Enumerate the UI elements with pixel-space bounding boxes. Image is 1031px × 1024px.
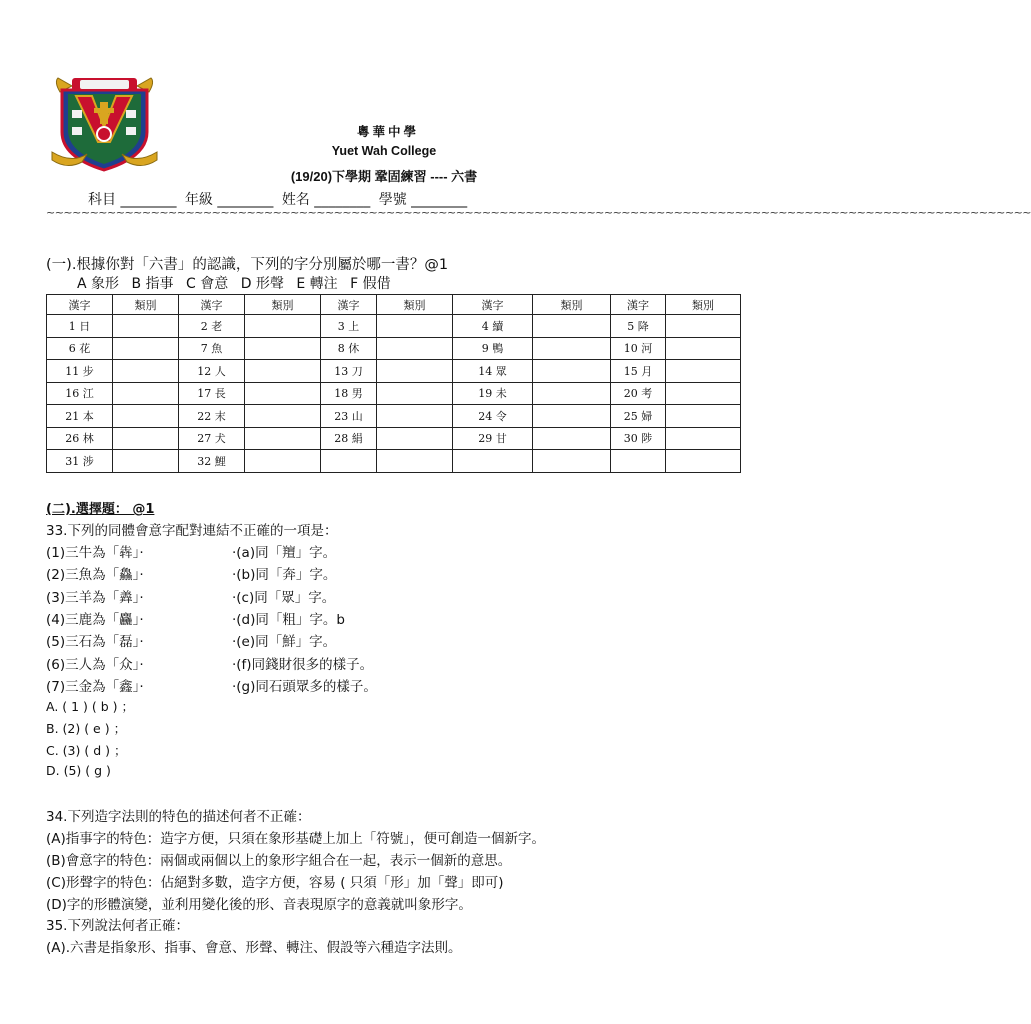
character-cell: 14 眾 — [453, 360, 533, 383]
category-answer-cell[interactable] — [666, 450, 741, 473]
answer-option[interactable]: A. ( 1 ) ( b ) ； — [46, 699, 135, 714]
match-right-item: ‧(a)同「羶」字。 — [232, 545, 337, 561]
category-answer-cell[interactable] — [113, 405, 179, 428]
character-cell: 27 犬 — [179, 427, 245, 450]
header-chinese-character: 漢字 — [47, 295, 113, 315]
character-cell — [611, 450, 666, 473]
match-left-item: (5)三石為「磊」‧ — [46, 634, 144, 651]
section1-title: (一).根據你對「六書」的認識，下列的字分別屬於哪一書？@1 — [46, 257, 449, 273]
category-answer-cell[interactable] — [666, 337, 741, 360]
section2-number: (二). — [46, 502, 76, 517]
section2-label: 選擇題： @1 — [75, 502, 155, 517]
answer-option[interactable]: B. (2) ( e ) ； — [46, 721, 127, 736]
match-right-item: ‧(g)同石頭眾多的樣子。 — [232, 678, 377, 695]
character-cell: 17 長 — [179, 382, 245, 405]
grade-field[interactable]: 年級 ________ — [184, 192, 274, 208]
header-category: 類別 — [245, 295, 321, 315]
match-right-item: ‧(f)同錢財很多的樣子。 — [232, 656, 374, 673]
character-cell: 9 鴨 — [453, 337, 533, 360]
option-b: B 指事 — [131, 276, 174, 292]
match-right-item: ‧(e)同「鮮」字。 — [232, 634, 337, 651]
question-34-option: (B)會意字的特色：兩個或兩個以上的象形字組合在一起，表示一個新的意思。 — [46, 853, 512, 869]
category-answer-cell[interactable] — [533, 405, 611, 428]
category-answer-cell[interactable] — [113, 382, 179, 405]
header-chinese-character: 漢字 — [611, 295, 666, 315]
character-cell: 1 日 — [47, 315, 113, 338]
category-answer-cell[interactable] — [533, 427, 611, 450]
match-right-item: ‧(b)同「奔」字。 — [232, 567, 337, 584]
category-answer-cell[interactable] — [377, 315, 453, 338]
option-d: D 形聲 — [240, 276, 284, 292]
separator-line: ~~~~~~~~~~~~~~~~~~~~~~~~~~~~~~~~~~~~~~~~~~~~~~~~~~~~~~~~~~~~~~~~~~~~~~~~~~~~~~~~~~~~~~~~~~~~~~~~~~~~~~~~~~~~~~~~~ — [46, 206, 1031, 219]
category-answer-cell[interactable] — [113, 427, 179, 450]
question-34-option: (A)指事字的特色：造字方便，只須在象形基礎上加上「符號」，便可創造一個新字。 — [46, 831, 546, 847]
match-left-item: (2)三魚為「鱻」‧ — [46, 567, 144, 584]
table-row — [47, 360, 741, 383]
category-answer-cell[interactable] — [245, 382, 321, 405]
category-answer-cell[interactable] — [377, 337, 453, 360]
answer-option[interactable]: C. (3) ( d ) ； — [46, 743, 127, 758]
question-35: 35.下列說法何者正確： — [46, 918, 189, 934]
character-cell: 5 降 — [611, 315, 666, 338]
character-cell: 19 未 — [453, 382, 533, 405]
character-cell: 20 考 — [611, 382, 666, 405]
header-category: 類別 — [377, 295, 453, 315]
match-left-item: (7)三金為「鑫」‧ — [46, 678, 144, 695]
header-chinese-character: 漢字 — [453, 295, 533, 315]
student-number-field[interactable]: 學號 ________ — [378, 192, 468, 208]
category-answer-cell[interactable] — [245, 337, 321, 360]
table-header-row — [47, 295, 741, 315]
table-row — [47, 337, 741, 360]
character-cell: 25 婦 — [611, 405, 666, 428]
question-33: 33.下列的同體會意字配對連結不正確的一項是： — [46, 523, 338, 539]
character-cell: 26 林 — [47, 427, 113, 450]
character-cell: 32 鯉 — [179, 450, 245, 473]
character-cell: 28 絹 — [321, 427, 377, 450]
header-category: 類別 — [533, 295, 611, 315]
option-f: F 假借 — [350, 276, 391, 292]
category-answer-cell[interactable] — [245, 405, 321, 428]
match-left-item: (1)三牛為「犇」‧ — [46, 545, 144, 561]
match-right-item: ‧(c)同「眾」字。 — [232, 589, 336, 606]
answer-option[interactable]: D. (5) ( g ) — [46, 763, 111, 778]
category-answer-cell[interactable] — [113, 315, 179, 338]
character-cell: 4 續 — [453, 315, 533, 338]
question-34-option: (C)形聲字的特色：佔絕對多數，造字方便，容易 ( 只須「形」加「聲」即可) — [46, 875, 504, 891]
category-answer-cell[interactable] — [377, 382, 453, 405]
school-name-english: Yuet Wah College — [331, 144, 437, 158]
header-category: 類別 — [666, 295, 741, 315]
match-right-item: ‧(d)同「粗」字。b — [232, 611, 345, 628]
category-answer-cell[interactable] — [666, 427, 741, 450]
character-cell: 30 陟 — [611, 427, 666, 450]
character-cell: 23 山 — [321, 405, 377, 428]
character-cell: 21 本 — [47, 405, 113, 428]
option-c: C 會意 — [186, 276, 229, 292]
category-answer-cell[interactable] — [666, 382, 741, 405]
character-cell: 7 魚 — [179, 337, 245, 360]
character-cell: 3 上 — [321, 315, 377, 338]
subject-field[interactable]: 科目 ________ — [88, 192, 177, 208]
category-answer-cell[interactable] — [666, 360, 741, 383]
question-34: 34.下列造字法則的特色的描述何者不正確： — [46, 809, 311, 825]
category-answer-cell[interactable] — [666, 315, 741, 338]
category-answer-cell[interactable] — [113, 337, 179, 360]
character-cell: 18 男 — [321, 382, 377, 405]
match-left-item: (6)三人為「众」‧ — [46, 656, 144, 673]
category-answer-cell[interactable] — [533, 315, 611, 338]
table-row — [47, 427, 741, 450]
category-answer-cell[interactable] — [245, 315, 321, 338]
question-35-option-a: (A).六書是指象形、指事、會意、形聲、轉注、假設等六種造字法則。 — [46, 940, 462, 956]
header-chinese-character: 漢字 — [321, 295, 377, 315]
category-answer-cell[interactable] — [666, 405, 741, 428]
character-cell: 12 人 — [179, 360, 245, 383]
category-answer-cell[interactable] — [533, 360, 611, 383]
section2-title — [46, 498, 154, 517]
character-cell: 10 河 — [611, 337, 666, 360]
school-name-chinese: 粵華中學 — [356, 125, 419, 139]
category-answer-cell[interactable] — [377, 405, 453, 428]
character-cell: 15 月 — [611, 360, 666, 383]
exam-title: (19/20)下學期 鞏固練習 ---- 六書 — [290, 169, 478, 184]
table-row — [47, 315, 741, 338]
question-34-option: (D)字的形體演變，並利用變化後的形、音表現原字的意義就叫象形字。 — [46, 897, 472, 913]
table-row — [47, 382, 741, 405]
category-answer-cell[interactable] — [113, 450, 179, 473]
category-answer-cell[interactable] — [113, 360, 179, 383]
character-cell — [321, 450, 377, 473]
table-row — [47, 450, 741, 473]
character-cell: 13 刀 — [321, 360, 377, 383]
character-cell: 22 末 — [179, 405, 245, 428]
category-answer-cell[interactable] — [245, 450, 321, 473]
header-category: 類別 — [113, 295, 179, 315]
character-cell: 29 甘 — [453, 427, 533, 450]
category-answer-cell[interactable] — [533, 337, 611, 360]
category-answer-cell[interactable] — [377, 427, 453, 450]
character-cell: 6 花 — [47, 337, 113, 360]
category-answer-cell[interactable] — [533, 450, 611, 473]
character-cell — [453, 450, 533, 473]
category-answer-cell[interactable] — [245, 427, 321, 450]
match-left-item: (3)三羊為「羴」‧ — [46, 589, 144, 606]
category-answer-cell[interactable] — [377, 360, 453, 383]
name-field[interactable]: 姓名 ________ — [281, 192, 371, 208]
match-left-item: (4)三鹿為「麤」‧ — [46, 611, 144, 628]
six-categories-legend — [77, 273, 399, 293]
header-chinese-character: 漢字 — [179, 295, 245, 315]
table-row — [47, 405, 741, 428]
character-cell: 24 令 — [453, 405, 533, 428]
character-cell: 2 老 — [179, 315, 245, 338]
option-e: E 轉注 — [296, 276, 338, 292]
classification-table — [46, 294, 741, 473]
character-cell: 11 步 — [47, 360, 113, 383]
category-answer-cell[interactable] — [245, 360, 321, 383]
category-answer-cell[interactable] — [533, 382, 611, 405]
character-cell: 16 江 — [47, 382, 113, 405]
category-answer-cell[interactable] — [377, 450, 453, 473]
option-a: A 象形 — [77, 276, 120, 292]
character-cell: 8 休 — [321, 337, 377, 360]
character-cell: 31 涉 — [47, 450, 113, 473]
